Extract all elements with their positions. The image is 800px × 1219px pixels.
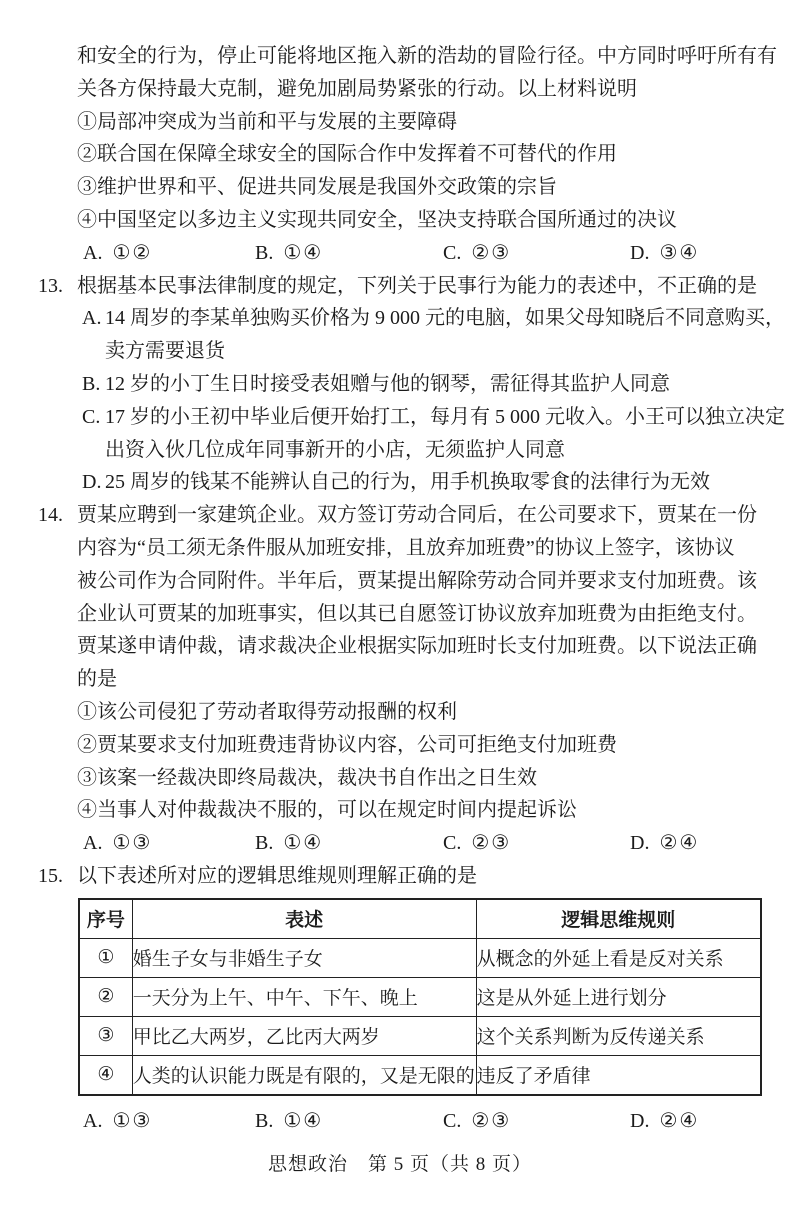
question-stem: 根据基本民事法律制度的规定，下列关于民事行为能力的表述中，不正确的是 [77,274,757,297]
option-text: 25 周岁的钱某不能辨认自己的行为，用手机换取零食的法律行为无效 [105,471,710,494]
option-label: D. [630,832,650,855]
q14-stem-line: 企业认可贾某的加班事实，但以其已自愿签订协议放弃加班费为由拒绝支付。 [77,602,757,625]
cell-statement: 甲比乙大两岁，乙比丙大两岁 [132,1016,476,1055]
page-footer: 思想政治 第 5 页（共 8 页） [267,1153,532,1175]
q12-paragraph-line: 和安全的行为，停止可能将地区拖入新的浩劫的冒险行径。中方同时呼吁所有有 [77,45,777,67]
option-label: B. [255,1109,274,1132]
q13-option-c-continuation: 出资入伙几位成年同事新开的小店，无须监护人同意 [105,438,565,461]
question-number: 15. [38,864,63,887]
option-text: 14 周岁的李某单独购买价格为 9 000 元的电脑，如果父母知晓后不同意购买， [105,307,785,330]
cell-no: ③ [79,1016,132,1055]
option-label: C. [443,832,462,855]
option-value: ①② [112,241,153,264]
cell-statement: 婚生子女与非婚生子女 [132,938,476,977]
option-value: ②④ [659,832,700,855]
q12-item: ①局部冲突成为当前和平与发展的主要障碍 [77,110,457,133]
cell-rule: 这个关系判断为反传递关系 [476,1016,761,1055]
question-13 [38,270,762,303]
q12-item: ③维护世界和平、促进共同发展是我国外交政策的宗旨 [77,176,557,199]
q14-stem-line: 内容为“员工须无条件服从加班安排，且放弃加班费”的协议上签字，该协议 [77,536,735,559]
option-value: ①③ [112,1109,153,1132]
question-number: 14. [38,504,63,527]
q12-option-b [255,237,323,270]
q14-answer-row [38,827,762,860]
option-label: B. [255,832,274,855]
question-14 [38,499,762,532]
cell-statement: 人类的认识能力既是有限的，又是无限的 [132,1055,476,1095]
q14-stem-line: 被公司作为合同附件。半年后，贾某提出解除劳动合同并要求支付加班费。该 [77,569,757,592]
header-rule: 逻辑思维规则 [476,899,761,939]
option-value: ②④ [659,1109,700,1132]
option-label: D. [630,1109,650,1132]
q13-option-a [82,302,785,335]
q12-option-d [630,237,699,270]
option-value: ③④ [659,241,700,264]
q12-answer-row [38,237,762,270]
option-label: D. [82,471,102,494]
table-header-row [79,899,761,939]
question-stem: 以下表述所对应的逻辑思维规则理解正确的是 [77,864,477,887]
cell-rule: 这是从外延上进行划分 [476,977,761,1016]
table-row [79,977,761,1016]
option-label: C. [443,1109,462,1132]
q12-item: ④中国坚定以多边主义实现共同安全，坚决支持联合国所通过的决议 [77,208,677,231]
q14-stem-line: 的是 [77,668,117,691]
q14-option-d [630,827,699,860]
option-label: B. [82,372,101,395]
option-value: ②③ [471,241,512,264]
q15-option-c [443,1105,511,1138]
table-row [79,1055,761,1095]
option-value: ②③ [471,1109,512,1132]
question-number: 13. [38,274,63,297]
q13-option-d [82,466,762,499]
q12-item: ②联合国在保障全球安全的国际合作中发挥着不可替代的作用 [77,143,617,166]
table-row [79,1016,761,1055]
option-label: A. [83,1109,103,1132]
q14-item: ③该案一经裁决即终局裁决，裁决书自作出之日生效 [77,766,537,789]
q13-option-b [82,368,762,401]
option-text: 17 岁的小王初中毕业后便开始打工，每月有 5 000 元收入。小王可以独立决定 [105,405,785,428]
q15-logic-table [78,898,762,1096]
q12-option-a [83,237,152,270]
option-value: ①④ [283,832,324,855]
q13-option-c [82,401,785,434]
q14-stem-line: 贾某遂申请仲裁，请求裁决企业根据实际加班时长支付加班费。以下说法正确 [77,635,757,658]
option-label: A. [82,307,102,330]
option-label: C. [443,241,462,264]
q15-option-d [630,1105,699,1138]
q15-answer-row [38,1105,762,1138]
q12-paragraph-line: 关各方保持最大克制，避免加剧局势紧张的行动。以上材料说明 [77,77,637,100]
q14-item: ①该公司侵犯了劳动者取得劳动报酬的权利 [77,700,457,723]
cell-statement: 一天分为上午、中午、下午、晚上 [132,977,476,1016]
question-15 [38,860,762,893]
q14-item: ④当事人对仲裁裁决不服的，可以在规定时间内提起诉讼 [77,799,577,822]
question-stem: 贾某应聘到一家建筑企业。双方签订劳动合同后，在公司要求下，贾某在一份 [77,504,757,527]
cell-rule: 从概念的外延上看是反对关系 [476,938,761,977]
q15-option-b [255,1105,323,1138]
option-label: C. [82,405,101,428]
option-value: ①④ [283,241,324,264]
q15-logic-table-wrap [38,898,762,1096]
table-row [79,938,761,977]
option-label: A. [83,832,103,855]
cell-no: ② [79,977,132,1016]
option-text: 12 岁的小丁生日时接受表姐赠与他的钢琴，需征得其监护人同意 [105,372,670,395]
q14-option-b [255,827,323,860]
q14-option-a [83,827,152,860]
option-value: ①④ [283,1109,324,1132]
option-label: A. [83,241,103,264]
q14-option-c [443,827,511,860]
q12-option-c [443,237,511,270]
header-statement: 表述 [132,899,476,939]
option-label: B. [255,241,274,264]
option-value: ②③ [471,832,512,855]
cell-no: ④ [79,1055,132,1095]
cell-rule: 违反了矛盾律 [476,1055,761,1095]
q13-option-a-continuation: 卖方需要退货 [105,340,225,363]
q14-item: ②贾某要求支付加班费违背协议内容，公司可拒绝支付加班费 [77,733,617,756]
option-value: ①③ [112,832,153,855]
header-no: 序号 [79,899,132,939]
q15-option-a [83,1105,152,1138]
option-label: D. [630,241,650,264]
cell-no: ① [79,938,132,977]
